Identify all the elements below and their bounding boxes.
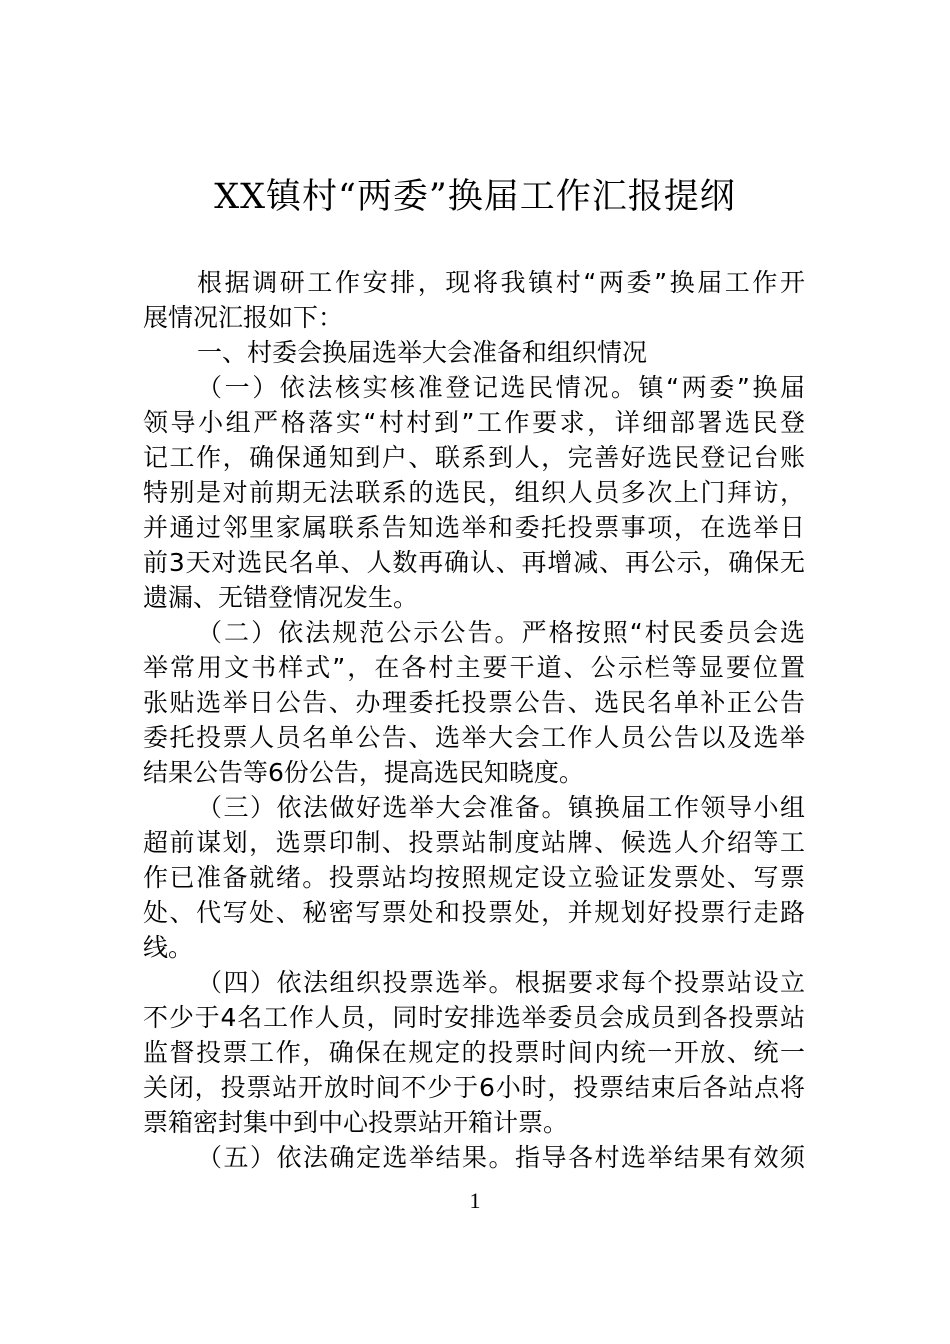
text-line: 记工作，确保通知到户、联系到人，完善好选民登记台账 (143, 443, 805, 472)
text-line: 作已准备就绪。投票站均按照规定设立验证发票处、写票 (143, 863, 805, 892)
paragraph (143, 965, 805, 1140)
text-line: 一、村委会换届选举大会准备和组织情况 (197, 338, 648, 367)
paragraph (143, 265, 805, 335)
document-body (143, 265, 805, 1175)
text-line: 特别是对前期无法联系的选民，组织人员多次上门拜访， (143, 478, 805, 507)
text-line: 超前谋划，选票印制、投票站制度站牌、候选人介绍等工 (143, 828, 805, 857)
text-line: 并通过邻里家属联系告知选举和委托投票事项，在选举日 (143, 513, 805, 542)
text-line: 举常用文书样式”，在各村主要干道、公示栏等显要位置 (143, 653, 805, 682)
paragraph (143, 370, 805, 615)
text-line: （五）依法确定选举结果。指导各村选举结果有效须 (197, 1143, 805, 1172)
text-line: 处、代写处、秘密写票处和投票处，并规划好投票行走路 (143, 898, 805, 927)
text-line: 遗漏、无错登情况发生。 (143, 583, 419, 612)
text-line: 展情况汇报如下： (143, 303, 344, 332)
page-number: 1 (469, 1188, 481, 1213)
section-heading (143, 335, 805, 370)
paragraph (143, 790, 805, 965)
text-line: 线。 (143, 933, 194, 962)
text-line: 不少于4名工作人员，同时安排选举委员会成员到各投票站 (143, 1003, 805, 1032)
document-title: XX镇村“两委”换届工作汇报提纲 (214, 177, 736, 217)
text-line: 监督投票工作，确保在规定的投票时间内统一开放、统一 (143, 1038, 805, 1067)
text-line: 张贴选举日公告、办理委托投票公告、选民名单补正公告 (143, 688, 805, 717)
text-line: （三）依法做好选举大会准备。镇换届工作领导小组 (197, 793, 805, 822)
text-line: （四）依法组织投票选举。根据要求每个投票站设立 (197, 968, 805, 997)
text-line: 票箱密封集中到中心投票站开箱计票。 (143, 1108, 569, 1137)
paragraph (143, 615, 805, 790)
text-line: 根据调研工作安排，现将我镇村“两委”换届工作开 (197, 268, 805, 297)
text-line: （一）依法核实核准登记选民情况。镇“两委”换届 (197, 373, 805, 402)
text-line: 前3天对选民名单、人数再确认、再增减、再公示，确保无 (143, 548, 805, 577)
text-line: 关闭，投票站开放时间不少于6小时，投票结束后各站点将 (143, 1073, 805, 1102)
paragraph (143, 1140, 805, 1175)
text-line: （二）依法规范公示公告。严格按照“村民委员会选 (197, 618, 805, 647)
text-line: 委托投票人员名单公告、选举大会工作人员公告以及选举 (143, 723, 805, 752)
text-line: 领导小组严格落实“村村到”工作要求，详细部署选民登 (143, 408, 805, 437)
text-line: 结果公告等6份公告，提高选民知晓度。 (143, 758, 584, 787)
